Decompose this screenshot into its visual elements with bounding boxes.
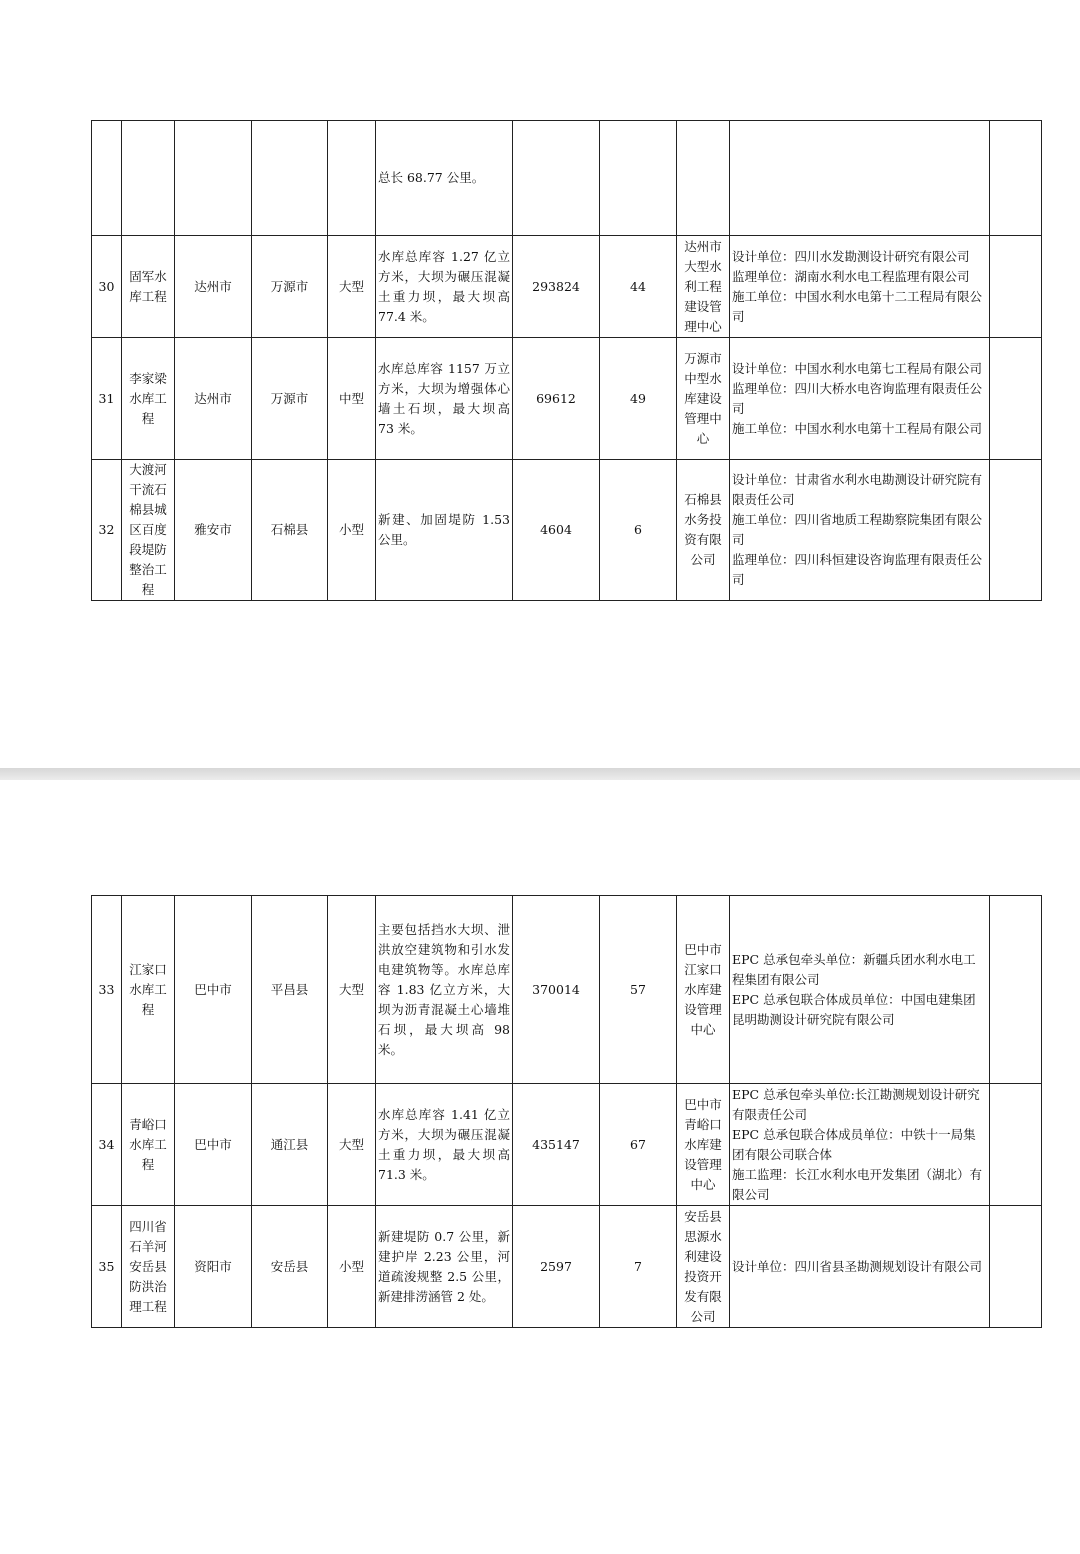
cell-county: 平昌县 xyxy=(252,896,328,1084)
cell-months: 67 xyxy=(600,1084,677,1206)
cell-city: 巴中市 xyxy=(175,1084,252,1206)
cell-content: 新建、加固堤防 1.53 公里。 xyxy=(376,460,513,601)
cell-name: 固军水库工程 xyxy=(122,236,175,338)
cell-content: 水库总库容 1.41 亿立方米，大坝为碾压混凝土重力坝，最大坝高 71.3 米。 xyxy=(376,1084,513,1206)
cell-county: 万源市 xyxy=(252,236,328,338)
cell-no xyxy=(92,121,122,236)
cell-scale: 小型 xyxy=(328,1206,376,1328)
unit-entry: 施工单位：中国水利水电第十工程局有限公司 xyxy=(732,420,983,436)
cell-city: 达州市 xyxy=(175,236,252,338)
cell-scale: 大型 xyxy=(328,236,376,338)
unit-entry: 施工单位：中国水利水电第十二工程局有限公司 xyxy=(732,288,983,324)
table-row xyxy=(92,236,1042,338)
cell-owner: 达州市大型水利工程建设管理中心 xyxy=(677,236,730,338)
unit-entry: 设计单位：甘肃省水利水电勘测设计研究院有限责任公司 xyxy=(732,472,983,507)
cell-no: 32 xyxy=(92,460,122,601)
document-page-2 xyxy=(0,780,1080,1554)
cell-owner: 石棉县水务投资有限公司 xyxy=(677,460,730,601)
cell-remark xyxy=(990,896,1042,1084)
cell-no: 35 xyxy=(92,1206,122,1328)
cell-city: 达州市 xyxy=(175,338,252,460)
cell-remark xyxy=(990,121,1042,236)
unit-entry: 设计单位：四川省县圣勘测规划设计有限公司 xyxy=(732,1258,983,1274)
cell-units xyxy=(730,338,990,460)
table-row xyxy=(92,338,1042,460)
cell-scale: 大型 xyxy=(328,896,376,1084)
cell-name: 大渡河干流石棉县城区百度段堤防整治工程 xyxy=(122,460,175,601)
cell-name: 四川省石羊河安岳县防洪治理工程 xyxy=(122,1206,175,1328)
cell-months: 7 xyxy=(600,1206,677,1328)
cell-units xyxy=(730,1084,990,1206)
cell-remark xyxy=(990,460,1042,601)
cell-content: 主要包括挡水大坝、泄洪放空建筑物和引水发电建筑物等。水库总库容 1.83 亿立方米，大坝为沥青混凝土心墙堆石坝，最大坝高 98 米。 xyxy=(376,896,513,1084)
cell-county: 安岳县 xyxy=(252,1206,328,1328)
cell-city xyxy=(175,121,252,236)
table-row xyxy=(92,121,1042,236)
unit-entry: 设计单位：中国水利水电第七工程局有限公司 xyxy=(732,360,983,376)
cell-investment: 4604 xyxy=(513,460,600,601)
cell-units xyxy=(730,1206,990,1328)
page-separator xyxy=(0,768,1080,780)
cell-investment: 293824 xyxy=(513,236,600,338)
unit-entry: 监理单位：四川科恒建设咨询监理有限责任公司 xyxy=(732,552,983,587)
cell-units xyxy=(730,236,990,338)
project-table-page-2 xyxy=(91,895,1042,1328)
table-row xyxy=(92,1206,1042,1328)
cell-name xyxy=(122,121,175,236)
unit-entry: 施工单位：四川省地质工程勘察院集团有限公司 xyxy=(732,512,983,547)
cell-city: 巴中市 xyxy=(175,896,252,1084)
cell-content: 水库总库容 1157 万立方米，大坝为增强体心墙土石坝，最大坝高 73 米。 xyxy=(376,338,513,460)
table-row xyxy=(92,1084,1042,1206)
cell-remark xyxy=(990,1084,1042,1206)
cell-city: 雅安市 xyxy=(175,460,252,601)
cell-county: 石棉县 xyxy=(252,460,328,601)
cell-months: 49 xyxy=(600,338,677,460)
project-table-page-1 xyxy=(91,120,1042,601)
cell-scale: 大型 xyxy=(328,1084,376,1206)
cell-owner: 安岳县思源水利建设投资开发有限公司 xyxy=(677,1206,730,1328)
cell-content: 新建堤防 0.7 公里，新建护岸 2.23 公里，河道疏浚规整 2.5 公里，新建排涝涵管 2 处。 xyxy=(376,1206,513,1328)
cell-units xyxy=(730,460,990,601)
cell-investment: 2597 xyxy=(513,1206,600,1328)
cell-content: 水库总库容 1.27 亿立方米，大坝为碾压混凝土重力坝，最大坝高 77.4 米。 xyxy=(376,236,513,338)
cell-months: 44 xyxy=(600,236,677,338)
cell-county xyxy=(252,121,328,236)
table-row xyxy=(92,460,1042,601)
cell-investment: 370014 xyxy=(513,896,600,1084)
cell-no: 34 xyxy=(92,1084,122,1206)
cell-investment: 435147 xyxy=(513,1084,600,1206)
cell-months xyxy=(600,121,677,236)
cell-months: 6 xyxy=(600,460,677,601)
cell-name: 江家口水库工程 xyxy=(122,896,175,1084)
unit-entry: 监理单位：四川大桥水电咨询监理有限责任公司 xyxy=(732,380,983,416)
cell-remark xyxy=(990,1206,1042,1328)
cell-owner xyxy=(677,121,730,236)
unit-entry: EPC 总承包联合体成员单位：中国电建集团昆明勘测设计研究院有限公司 xyxy=(732,991,976,1027)
cell-owner: 万源市中型水库建设管理中心 xyxy=(677,338,730,460)
cell-scale: 中型 xyxy=(328,338,376,460)
cell-name: 李家梁水库工程 xyxy=(122,338,175,460)
cell-no: 30 xyxy=(92,236,122,338)
table-row xyxy=(92,896,1042,1084)
cell-units xyxy=(730,121,990,236)
cell-months: 57 xyxy=(600,896,677,1084)
cell-owner: 巴中市江家口水库建设管理中心 xyxy=(677,896,730,1084)
cell-investment: 69612 xyxy=(513,338,600,460)
cell-owner: 巴中市青峪口水库建设管理中心 xyxy=(677,1084,730,1206)
cell-scale xyxy=(328,121,376,236)
cell-name: 青峪口水库工程 xyxy=(122,1084,175,1206)
unit-entry: EPC 总承包牵头单位：新疆兵团水利水电工程集团有限公司 xyxy=(732,951,976,987)
cell-city: 资阳市 xyxy=(175,1206,252,1328)
cell-units xyxy=(730,896,990,1084)
cell-county: 万源市 xyxy=(252,338,328,460)
cell-content: 总长 68.77 公里。 xyxy=(376,121,513,236)
unit-entry: 设计单位：四川水发勘测设计研究有限公司 xyxy=(732,248,970,264)
document-page-1 xyxy=(0,0,1080,768)
cell-remark xyxy=(990,338,1042,460)
unit-entry: 监理单位：湖南水利水电工程监理有限公司 xyxy=(732,268,970,284)
cell-investment xyxy=(513,121,600,236)
cell-scale: 小型 xyxy=(328,460,376,601)
cell-no: 33 xyxy=(92,896,122,1084)
cell-remark xyxy=(990,236,1042,338)
cell-no: 31 xyxy=(92,338,122,460)
unit-entry: 施工监理：长江水利水电开发集团（湖北）有限公司 xyxy=(732,1166,983,1202)
cell-county: 通江县 xyxy=(252,1084,328,1206)
unit-entry: EPC 总承包联合体成员单位：中铁十一局集团有限公司联合体 xyxy=(732,1126,976,1162)
unit-entry: EPC 总承包牵头单位:长江勘测规划设计研究有限责任公司 xyxy=(732,1086,980,1122)
